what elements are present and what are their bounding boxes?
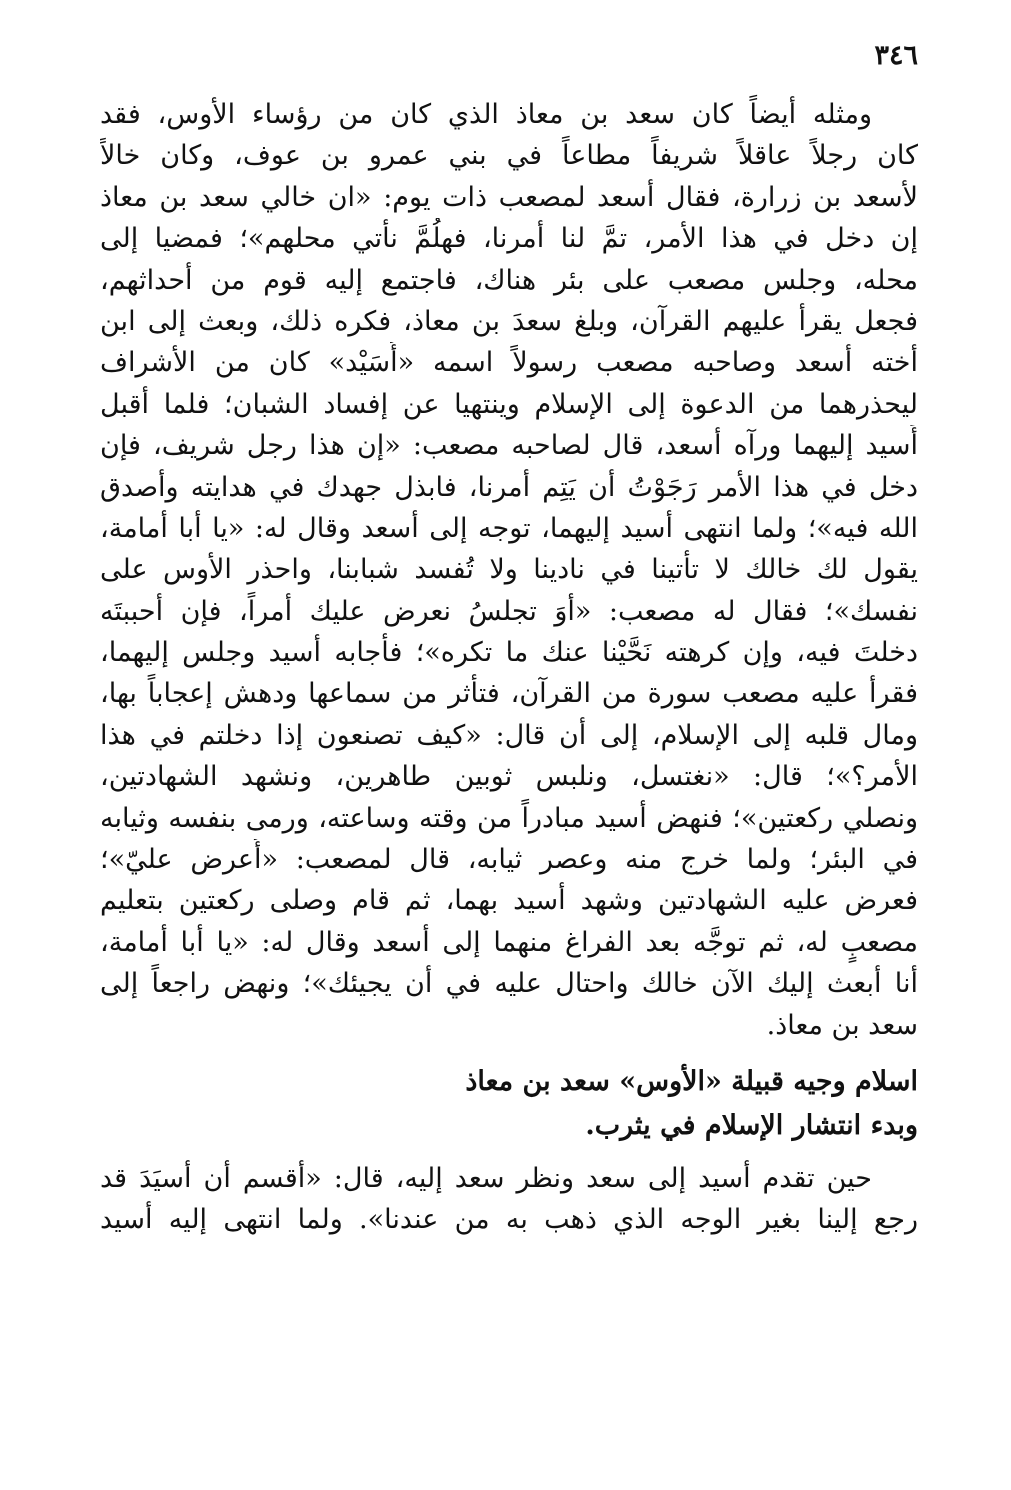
paragraph-2	[100, 1158, 918, 1241]
text-line: كان رجلاً عاقلاً شريفاً مطاعاً في بني عمرو بن عوف، وكان خالاً	[100, 140, 918, 172]
text-line: فقرأ عليه مصعب سورة من القرآن، فتأثر من سماعها ودهش إعجاباً بها،	[100, 678, 918, 710]
text-line: محله، وجلس مصعب على بئر هناك، فاجتمع إليه قوم من أحداثهم،	[100, 264, 918, 296]
page-number: ٣٤٦	[874, 40, 918, 71]
text-line: ليحذرهما من الدعوة إلى الإسلام وينتهيا عن إفساد الشبان؛ فلما أقبل	[100, 388, 918, 420]
text-line: ومثله أيضاً كان سعد بن معاذ الذي كان من رؤساء الأوس، فقد	[100, 99, 872, 130]
text-line: فجعل يقرأ عليهم القرآن، وبلغ سعدَ بن معاذ، فكره ذلك، وبعث إلى ابن	[100, 305, 918, 337]
text-line: يقول لك خالك لا تأتينا في نادينا ولا تُفسد شبابنا، واحذر الأوس على	[100, 554, 918, 586]
text-line: رجع إلينا بغير الوجه الذي ذهب به من عندنا». ولما انتهى إليه أسيد	[100, 1204, 918, 1236]
heading-line: وبدء انتشار الإسلام في يثرب.	[585, 1109, 918, 1141]
paragraph-1	[100, 94, 918, 1046]
text-line: لأسعد بن زرارة، فقال أسعد لمصعب ذات يوم: «ان خالي سعد بن معاذ	[100, 181, 918, 213]
text-line: إن دخل في هذا الأمر، تمَّ لنا أمرنا، فهلُمَّ نأتي محلهم»؛ فمضيا إلى	[100, 223, 918, 255]
text-line: حين تقدم أسيد إلى سعد ونظر سعد إليه، قال: «أقسم أن أسيَدَ قد	[100, 1162, 872, 1194]
text-line: ومال قلبه إلى الإسلام، إلى أن قال: «كيف تصنعون إذا دخلتم في هذا	[100, 719, 918, 751]
text-line: فعرض عليه الشهادتين وشهد أسيد بهما، ثم قام وصلى ركعتين بتعليم	[100, 885, 918, 917]
text-line: الأمر؟»؛ قال: «نغتسل، ونلبس ثوبين طاهرين، ونشهد الشهادتين،	[100, 761, 918, 793]
text-line: دخل في هذا الأمر رَجَوْتُ أن يَتِم أمرنا، فابذل جهدك في هدايته وأصدق	[100, 471, 918, 503]
text-line: ونصلي ركعتين»؛ فنهض أسيد مبادراً من وقته وساعته، ورمى بنفسه وثيابه	[100, 802, 918, 834]
text-line: سعد بن معاذ.	[766, 1009, 918, 1041]
heading-line: اسلام وجيه قبيلة «الأوس» سعد بن معاذ	[465, 1065, 918, 1097]
text-line: دخلتَ فيه، وإن كرهته نَحَّيْنا عنك ما تكره»؛ فأجابه أسيد وجلس إليهما،	[100, 637, 918, 669]
text-line: أنا أبعث إليك الآن خالك واحتال عليه في أن يجيئك»؛ ونهض راجعاً إلى	[100, 968, 918, 1000]
text-line: مصعبٍ له، ثم توجَّه بعد الفراغ منهما إلى أسعد وقال له: «يا أبا أمامة،	[100, 926, 918, 958]
text-line: أَسيد إليهما ورآه أسعد، قال لصاحبه مصعب: «إن هذا رجل شريف، فإن	[100, 430, 918, 462]
book-page	[100, 36, 918, 1456]
text-line: أخته أسعد وصاحبه مصعب رسولاً اسمه «أُسَيْد» كان من الأشراف	[100, 347, 918, 379]
section-heading	[100, 1060, 918, 1148]
text-line: نفسك»؛ فقال له مصعب: «أوَ تجلسُ نعرض عليك أمراً، فإن أحببتَه	[100, 595, 918, 627]
text-line: الله فيه»؛ ولما انتهى أسيد إليهما، توجه إلى أسعد وقال له: «يا أبا أمامة،	[100, 512, 918, 544]
text-line: في البئر؛ ولما خرج منه وعصر ثيابه، قال لمصعب: «أُعرض عليّ»؛	[100, 844, 918, 876]
